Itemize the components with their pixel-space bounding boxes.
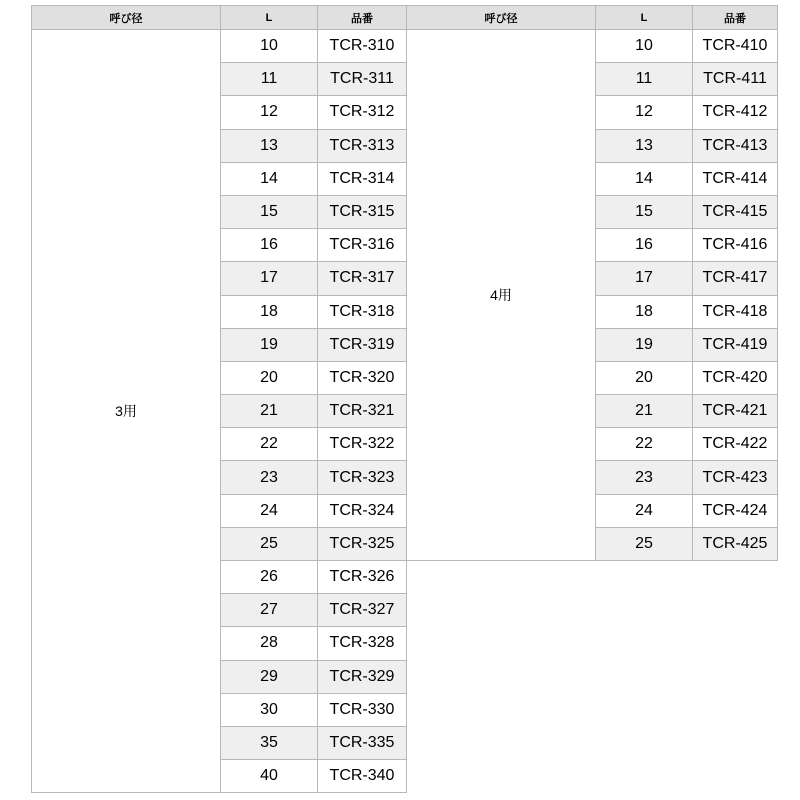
- length-cell: 16: [596, 229, 693, 262]
- length-cell: 11: [596, 63, 693, 96]
- part-number-cell: TCR-326: [318, 561, 407, 594]
- length-cell: 25: [596, 527, 693, 560]
- table-body: [32, 30, 407, 793]
- length-cell: 27: [221, 594, 318, 627]
- header-diameter: 呼び径: [32, 6, 221, 30]
- length-cell: 14: [596, 162, 693, 195]
- length-cell: 12: [596, 96, 693, 129]
- length-cell: 18: [221, 295, 318, 328]
- length-cell: 18: [596, 295, 693, 328]
- length-cell: 29: [221, 660, 318, 693]
- part-number-cell: TCR-340: [318, 760, 407, 793]
- length-cell: 35: [221, 726, 318, 759]
- part-number-cell: TCR-317: [318, 262, 407, 295]
- part-number-cell: TCR-335: [318, 726, 407, 759]
- part-number-cell: TCR-323: [318, 461, 407, 494]
- length-cell: 10: [596, 30, 693, 63]
- spec-table-4: [406, 5, 778, 561]
- header-row: [32, 6, 407, 30]
- length-cell: 40: [221, 760, 318, 793]
- table-body: [407, 30, 778, 561]
- table-row: [407, 30, 778, 63]
- part-number-cell: TCR-330: [318, 693, 407, 726]
- part-number-cell: TCR-417: [693, 262, 778, 295]
- part-number-cell: TCR-411: [693, 63, 778, 96]
- part-number-cell: TCR-320: [318, 361, 407, 394]
- spec-table-3: [31, 5, 407, 793]
- part-number-cell: TCR-324: [318, 494, 407, 527]
- length-cell: 13: [221, 129, 318, 162]
- length-cell: 11: [221, 63, 318, 96]
- part-number-cell: TCR-329: [318, 660, 407, 693]
- part-number-cell: TCR-423: [693, 461, 778, 494]
- length-cell: 19: [596, 328, 693, 361]
- part-number-cell: TCR-322: [318, 428, 407, 461]
- part-number-cell: TCR-314: [318, 162, 407, 195]
- part-number-cell: TCR-318: [318, 295, 407, 328]
- part-number-cell: TCR-419: [693, 328, 778, 361]
- diameter-group-label: 3用: [32, 30, 221, 793]
- part-number-cell: TCR-310: [318, 30, 407, 63]
- part-number-cell: TCR-316: [318, 229, 407, 262]
- length-cell: 13: [596, 129, 693, 162]
- part-number-cell: TCR-422: [693, 428, 778, 461]
- part-number-cell: TCR-325: [318, 527, 407, 560]
- part-number-cell: TCR-418: [693, 295, 778, 328]
- length-cell: 28: [221, 627, 318, 660]
- diameter-group-label: 4用: [407, 30, 596, 561]
- length-cell: 21: [596, 395, 693, 428]
- part-number-cell: TCR-319: [318, 328, 407, 361]
- table-row: [32, 30, 407, 63]
- part-number-cell: TCR-312: [318, 96, 407, 129]
- length-cell: 21: [221, 395, 318, 428]
- length-cell: 22: [596, 428, 693, 461]
- part-number-cell: TCR-410: [693, 30, 778, 63]
- header-length: L: [221, 6, 318, 30]
- part-number-cell: TCR-315: [318, 195, 407, 228]
- part-number-cell: TCR-421: [693, 395, 778, 428]
- part-number-cell: TCR-415: [693, 195, 778, 228]
- length-cell: 17: [221, 262, 318, 295]
- header-part-no: 品番: [693, 6, 778, 30]
- length-cell: 16: [221, 229, 318, 262]
- part-number-cell: TCR-311: [318, 63, 407, 96]
- part-number-cell: TCR-328: [318, 627, 407, 660]
- length-cell: 17: [596, 262, 693, 295]
- length-cell: 24: [596, 494, 693, 527]
- length-cell: 15: [596, 195, 693, 228]
- length-cell: 22: [221, 428, 318, 461]
- header-diameter: 呼び径: [407, 6, 596, 30]
- part-number-cell: TCR-416: [693, 229, 778, 262]
- length-cell: 20: [221, 361, 318, 394]
- part-number-cell: TCR-424: [693, 494, 778, 527]
- part-number-cell: TCR-425: [693, 527, 778, 560]
- length-cell: 10: [221, 30, 318, 63]
- length-cell: 20: [596, 361, 693, 394]
- length-cell: 23: [221, 461, 318, 494]
- length-cell: 23: [596, 461, 693, 494]
- length-cell: 12: [221, 96, 318, 129]
- header-row: [407, 6, 778, 30]
- length-cell: 14: [221, 162, 318, 195]
- part-number-cell: TCR-327: [318, 594, 407, 627]
- part-number-cell: TCR-420: [693, 361, 778, 394]
- part-number-cell: TCR-412: [693, 96, 778, 129]
- length-cell: 26: [221, 561, 318, 594]
- header-length: L: [596, 6, 693, 30]
- header-part-no: 品番: [318, 6, 407, 30]
- part-number-cell: TCR-321: [318, 395, 407, 428]
- part-number-cell: TCR-413: [693, 129, 778, 162]
- length-cell: 19: [221, 328, 318, 361]
- length-cell: 25: [221, 527, 318, 560]
- part-number-cell: TCR-414: [693, 162, 778, 195]
- length-cell: 15: [221, 195, 318, 228]
- length-cell: 24: [221, 494, 318, 527]
- part-number-cell: TCR-313: [318, 129, 407, 162]
- length-cell: 30: [221, 693, 318, 726]
